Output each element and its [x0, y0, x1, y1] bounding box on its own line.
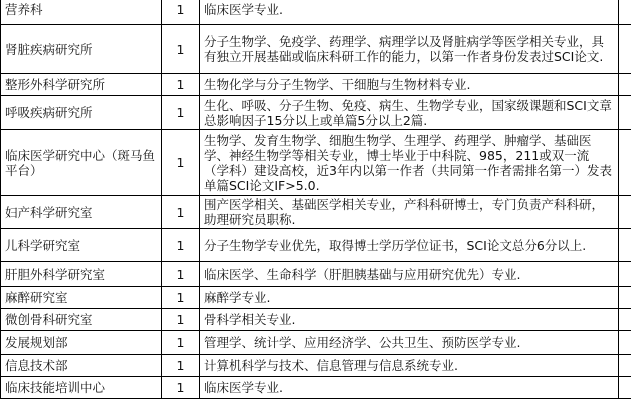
table-row [1, 196, 631, 229]
headcount-cell: 1 [162, 377, 200, 399]
edge-column [619, 0, 631, 25]
headcount-cell: 1 [162, 96, 200, 130]
headcount-cell: 1 [162, 262, 200, 287]
requirement-cell: 管理学、统计学、应用经济学、公共卫生、预防医学专业. [200, 331, 619, 355]
headcount-cell: 1 [162, 355, 200, 377]
requirement-cell: 围产医学相关、基础医学相关专业，产科科研博士，专门负责产科科研，助理研究员职称. [200, 196, 619, 229]
requirement-cell: 临床医学专业. [200, 377, 619, 399]
requirement-cell: 生化、呼吸、分子生物、免疫、病生、生物学专业，国家级课题和SCI文章总影响因子15分以上或单篇5分以上2篇. [200, 96, 619, 130]
table-row [1, 355, 631, 377]
edge-column [619, 74, 631, 96]
headcount-cell: 1 [162, 287, 200, 309]
table-row [1, 0, 631, 25]
edge-column [619, 96, 631, 130]
department-cell: 麻醉研究室 [1, 287, 162, 309]
edge-column [619, 229, 631, 262]
requirement-cell: 分子生物学专业优先，取得博士学历学位证书，SCI论文总分6分以上. [200, 229, 619, 262]
department-cell: 营养科 [1, 0, 162, 25]
requirement-cell: 麻醉学专业. [200, 287, 619, 309]
table-row [1, 287, 631, 309]
department-cell: 整形外科学研究所 [1, 74, 162, 96]
edge-column [619, 331, 631, 355]
headcount-cell: 1 [162, 74, 200, 96]
edge-column [619, 262, 631, 287]
table-row [1, 331, 631, 355]
edge-column [619, 377, 631, 399]
department-cell: 妇产科学研究室 [1, 196, 162, 229]
headcount-cell: 1 [162, 331, 200, 355]
edge-column [619, 130, 631, 196]
requirement-cell: 骨科学相关专业. [200, 309, 619, 331]
headcount-cell: 1 [162, 229, 200, 262]
headcount-cell: 1 [162, 25, 200, 74]
department-cell: 信息技术部 [1, 355, 162, 377]
table-row [1, 25, 631, 74]
requirement-cell: 临床医学专业. [200, 0, 619, 25]
table-row [1, 262, 631, 287]
edge-column [619, 196, 631, 229]
department-cell: 儿科学研究室 [1, 229, 162, 262]
department-cell: 微创骨科研究室 [1, 309, 162, 331]
department-cell: 肝胆外科学研究室 [1, 262, 162, 287]
table-row [1, 377, 631, 399]
headcount-cell: 1 [162, 0, 200, 25]
department-cell: 呼吸疾病研究所 [1, 96, 162, 130]
headcount-cell: 1 [162, 130, 200, 196]
department-cell: 发展规划部 [1, 331, 162, 355]
requirement-cell: 生物学、发育生物学、细胞生物学、生理学、药理学、肿瘤学、基础医学、神经生物学等相关专业，博士毕业于中科院、985，211或双一流（学科）建设高校，近3年内以第一作者（共同第一作者需排名第一）发表单篇SCI论文IF>5.0. [200, 130, 619, 196]
headcount-cell: 1 [162, 309, 200, 331]
table-row [1, 229, 631, 262]
edge-column [619, 25, 631, 74]
requirement-cell: 临床医学、生命科学（肝胆胰基础与应用研究优先）专业. [200, 262, 619, 287]
department-cell: 临床医学研究中心（斑马鱼平台） [1, 130, 162, 196]
headcount-cell: 1 [162, 196, 200, 229]
table-row [1, 96, 631, 130]
department-cell: 临床技能培训中心 [1, 377, 162, 399]
table-row [1, 130, 631, 196]
table-row [1, 309, 631, 331]
table-row [1, 74, 631, 96]
edge-column [619, 355, 631, 377]
requirement-cell: 计算机科学与技术、信息管理与信息系统专业. [200, 355, 619, 377]
requirement-cell: 分子生物学、免疫学、药理学、病理学以及肾脏病学等医学相关专业，具有独立开展基础或临床科研工作的能力，以第一作者身份发表过SCI论文. [200, 25, 619, 74]
edge-column [619, 309, 631, 331]
department-cell: 肾脏疾病研究所 [1, 25, 162, 74]
edge-column [619, 287, 631, 309]
requirement-cell: 生物化学与分子生物学、干细胞与生物材料专业. [200, 74, 619, 96]
